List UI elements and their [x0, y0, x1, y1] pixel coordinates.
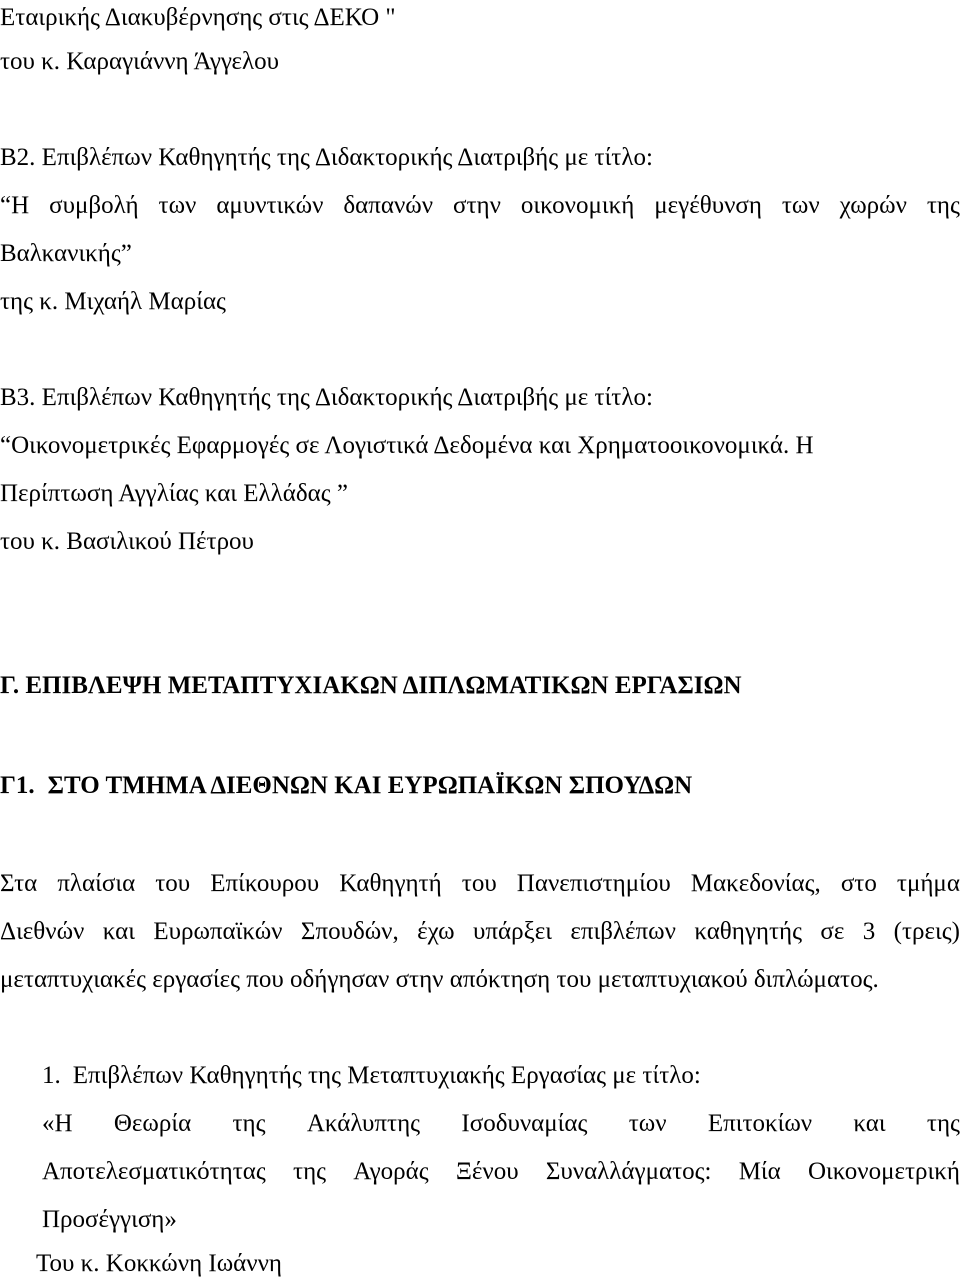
word: Καθηγητή — [339, 870, 442, 897]
word: της — [926, 192, 960, 219]
g1-para-line3: μεταπτυχιακές εργασίες που οδήγησαν στην απόκτηση του μεταπτυχιακού διπλώματος. — [0, 966, 879, 993]
word: Στα — [0, 870, 38, 897]
b3-heading: Β3. Επιβλέπων Καθηγητής της Διδακτορικής Διατριβής με τίτλο: — [0, 384, 653, 411]
word: του — [461, 870, 497, 897]
word: Ξένου — [455, 1158, 519, 1185]
b2-title-line2: Βαλκανικής” — [0, 240, 132, 267]
g1-number: Γ1. — [0, 772, 35, 799]
word: Πανεπιστημίου — [516, 870, 671, 897]
word: «Η — [42, 1110, 73, 1137]
g1-heading — [0, 771, 692, 801]
word: Θεωρία — [113, 1110, 192, 1137]
word: επιβλέπων — [570, 918, 676, 945]
word: Διεθνών — [0, 918, 85, 945]
word: δαπανών — [343, 192, 434, 219]
word: και — [102, 918, 135, 945]
g1-para-line1 — [0, 869, 960, 899]
item1-heading: Επιβλέπων Καθηγητής της Μεταπτυχιακής Εργασίας με τίτλο: — [72, 1062, 701, 1089]
word: των — [628, 1110, 667, 1137]
word: πλαίσια — [57, 870, 136, 897]
word: της — [293, 1158, 327, 1185]
word: συμβολή — [49, 192, 139, 219]
word: καθηγητής — [694, 918, 802, 945]
b2-student: της κ. Μιχαήλ Μαρίας — [0, 288, 226, 315]
word: Μακεδονίας, — [690, 870, 821, 897]
word: και — [853, 1110, 886, 1137]
b3-title-line1: “Οικονομετρικές Εφαρμογές σε Λογιστικά Δεδομένα και Χρηματοοικονομικά. Η — [0, 432, 814, 459]
item1-title-line1 — [42, 1109, 960, 1139]
word: των — [781, 192, 820, 219]
word: Ακάλυπτης — [306, 1110, 421, 1137]
word: στο — [840, 870, 877, 897]
item1-title-line3: Προσέγγιση» — [42, 1206, 177, 1233]
b1-title-end: Εταιρικής Διακυβέρνησης στις ΔΕΚΟ " — [0, 4, 396, 31]
word: των — [158, 192, 197, 219]
item1-title-line2 — [42, 1157, 960, 1187]
word: Αποτελεσματικότητας — [42, 1158, 266, 1185]
word: Επίκουρου — [210, 870, 320, 897]
word: 3 — [862, 918, 876, 945]
section-g-heading: Γ. ΕΠΙΒΛΕΨΗ ΜΕΤΑΠΤΥΧΙΑΚΩΝ ΔΙΠΛΩΜΑΤΙΚΩΝ ΕΡΓΑΣΙΩΝ — [0, 672, 742, 699]
word: στην — [453, 192, 501, 219]
word: Σπουδών, — [300, 918, 399, 945]
b3-student: του κ. Βασιλικού Πέτρου — [0, 528, 254, 555]
word: Οικονομετρική — [807, 1158, 960, 1185]
word: τμήμα — [896, 870, 960, 897]
word: Συναλλάγματος: — [545, 1158, 712, 1185]
word: υπάρξει — [473, 918, 552, 945]
word: μεγέθυνση — [654, 192, 762, 219]
word: οικονομική — [520, 192, 635, 219]
item1-student: Του κ. Κοκκώνη Ιωάννη — [36, 1250, 282, 1277]
word: έχω — [417, 918, 455, 945]
word: Αγοράς — [353, 1158, 429, 1185]
word: αμυντικών — [216, 192, 324, 219]
g1-title: ΣΤΟ ΤΜΗΜΑ ΔΙΕΘΝΩΝ ΚΑΙ ΕΥΡΩΠΑΪΚΩΝ ΣΠΟΥΔΩΝ — [47, 772, 693, 799]
b2-heading: Β2. Επιβλέπων Καθηγητής της Διδακτορικής Διατριβής με τίτλο: — [0, 144, 653, 171]
word: Μία — [738, 1158, 781, 1185]
word: (τρεις) — [893, 918, 960, 945]
g1-para-line2 — [0, 917, 960, 947]
item1-heading-row — [42, 1061, 701, 1091]
b1-student: του κ. Καραγιάννη Άγγελου — [0, 48, 279, 75]
word: της — [232, 1110, 266, 1137]
word: “Η — [0, 192, 30, 219]
item1-number: 1. — [42, 1062, 61, 1089]
word: Επιτοκίων — [707, 1110, 813, 1137]
word: σε — [820, 918, 845, 945]
word: χωρών — [839, 192, 907, 219]
word: Ευρωπαϊκών — [153, 918, 283, 945]
word: Ισοδυναμίας — [461, 1110, 588, 1137]
b3-title-line2: Περίπτωση Αγγλίας και Ελλάδας ” — [0, 480, 349, 507]
word: της — [926, 1110, 960, 1137]
b2-title-line1 — [0, 191, 960, 221]
word: του — [155, 870, 191, 897]
